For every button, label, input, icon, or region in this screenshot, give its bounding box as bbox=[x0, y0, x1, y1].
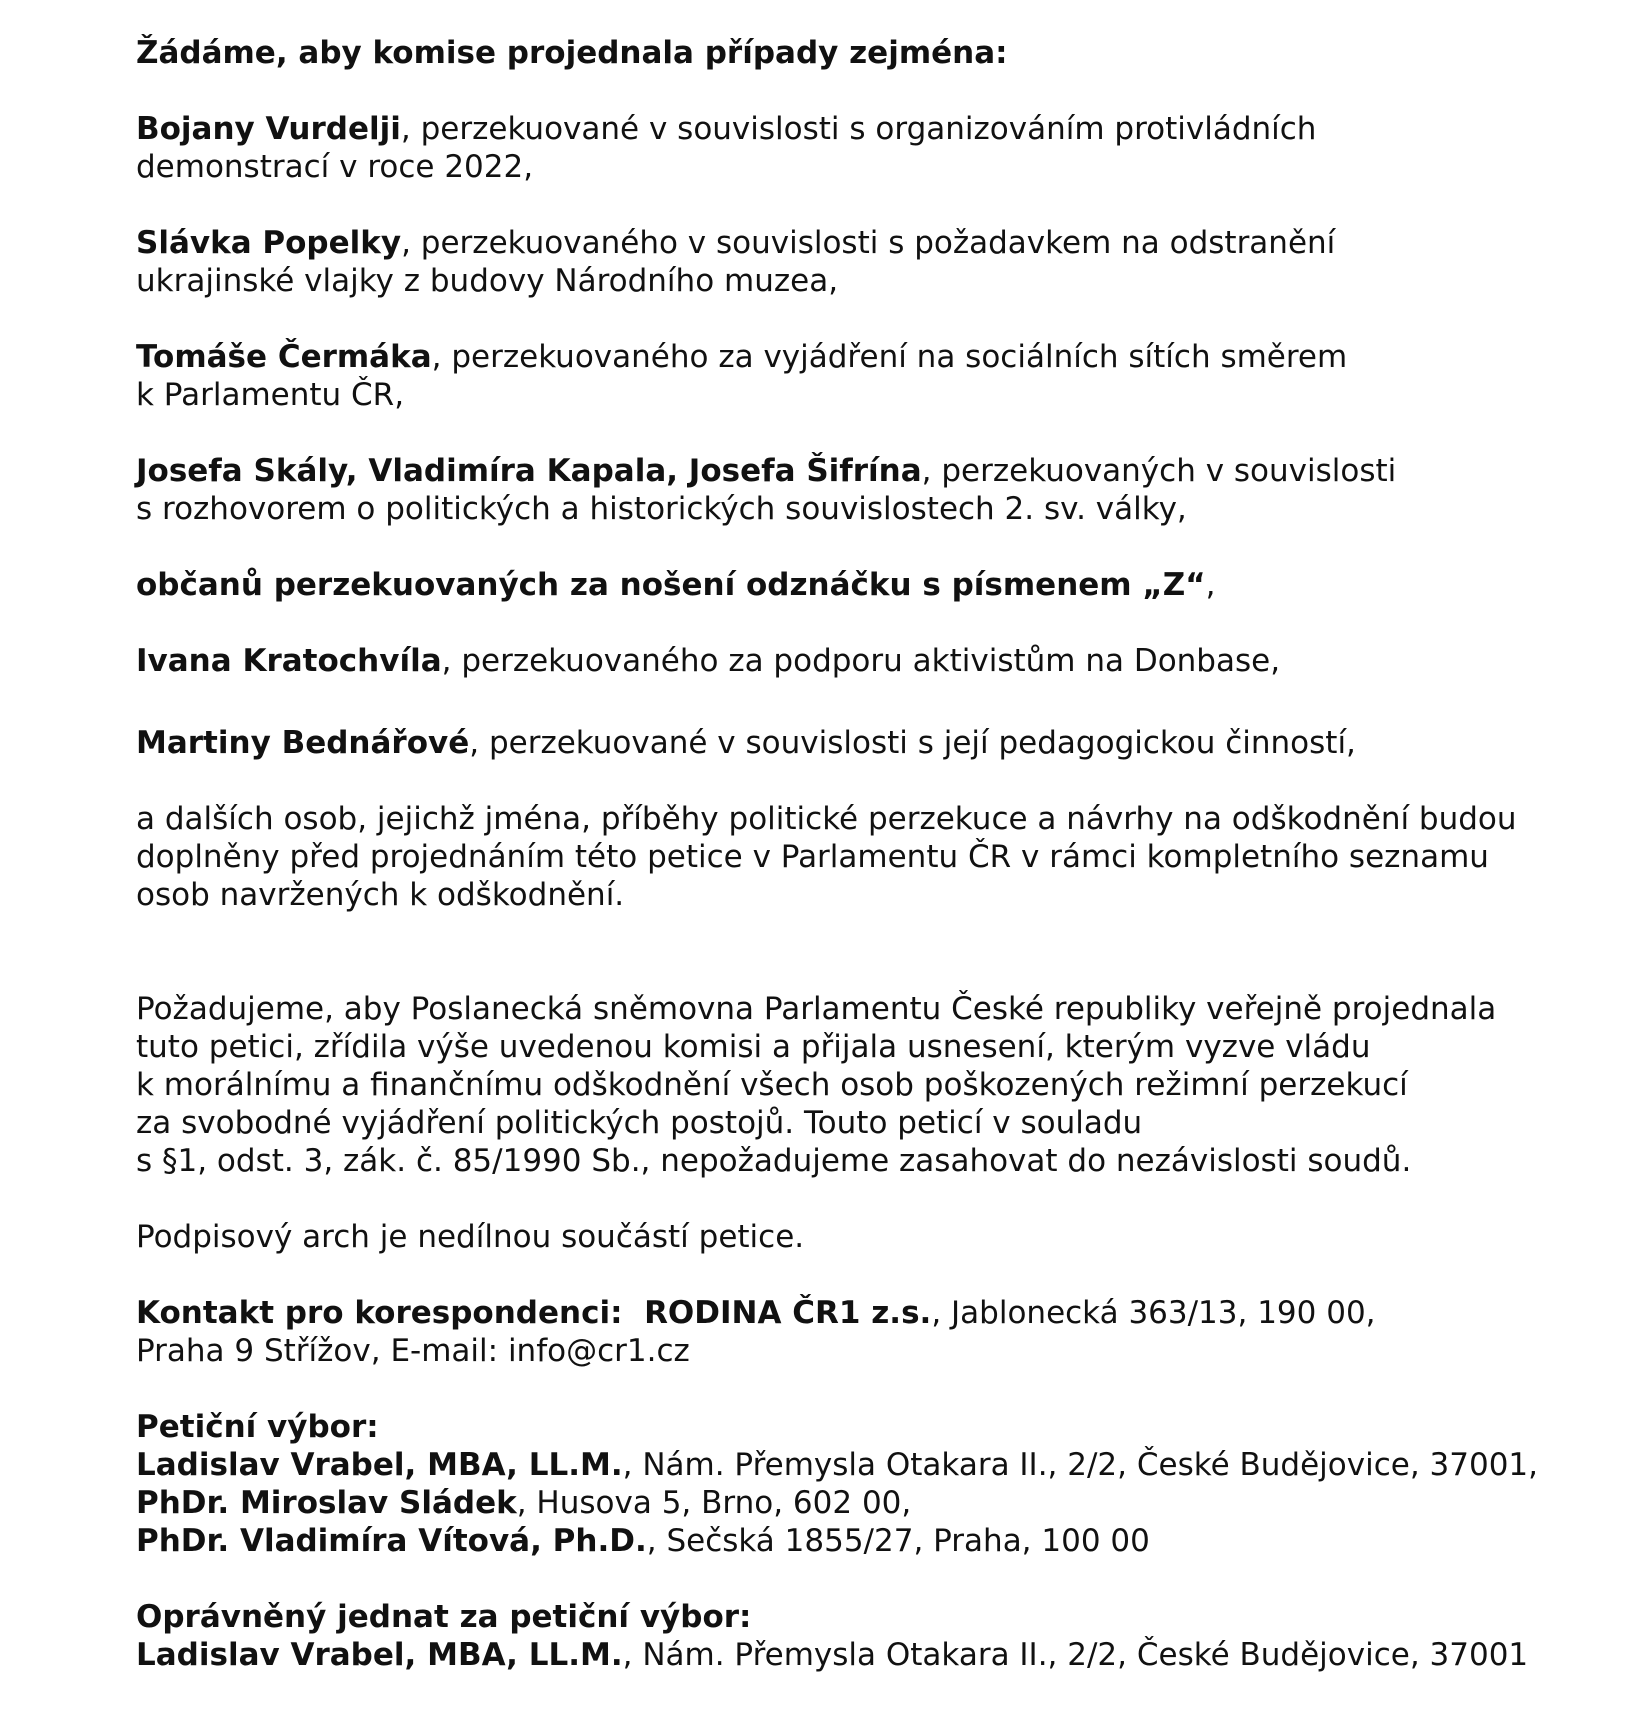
case-description-cont: s rozhovorem o politických a historických souvislostech 2. sv. války, bbox=[136, 491, 1187, 527]
member-address: , Sečská 1855/27, Praha, 100 00 bbox=[646, 1523, 1150, 1559]
case-name: Martiny Bednářové bbox=[136, 725, 470, 761]
paragraph-line: Požadujeme, aby Poslanecká sněmovna Parlamentu České republiky veřejně projednala bbox=[136, 991, 1497, 1027]
contact-address: , Jablonecká 363/13, 190 00, bbox=[931, 1295, 1376, 1331]
contact-org: RODINA ČR1 z.s. bbox=[644, 1295, 932, 1331]
case-item bbox=[136, 566, 1586, 604]
contact-address-cont: Praha 9 Střížov, E-mail: info@cr1.cz bbox=[136, 1333, 690, 1369]
paragraph-line: za svobodné vyjádření politických postojů. Touto peticí v souladu bbox=[136, 1105, 1143, 1141]
committee-member bbox=[136, 1484, 1586, 1522]
committee-member bbox=[136, 1446, 1586, 1484]
contact-section bbox=[136, 1294, 1586, 1370]
case-name: Bojany Vurdelji bbox=[136, 111, 401, 147]
member-name: PhDr. Miroslav Sládek bbox=[136, 1485, 517, 1521]
case-description-cont: k Parlamentu ČR, bbox=[136, 377, 405, 413]
case-item bbox=[136, 224, 1586, 300]
case-description: , bbox=[1205, 567, 1216, 603]
authorized-name: Ladislav Vrabel, MBA, LL.M. bbox=[136, 1637, 623, 1673]
case-item bbox=[136, 452, 1586, 528]
authorized-address: , Nám. Přemysla Otakara II., 2/2, České Budějovice, 37001 bbox=[622, 1637, 1529, 1673]
paragraph-line: osob navržených k odškodnění. bbox=[136, 877, 625, 913]
member-address: , Husova 5, Brno, 602 00, bbox=[516, 1485, 912, 1521]
committee-member bbox=[136, 1522, 1586, 1560]
case-description: , perzekuované v souvislosti s její pedagogickou činností, bbox=[469, 725, 1356, 761]
paragraph-line: doplněny před projednáním této petice v Parlamentu ČR v rámci kompletního seznamu bbox=[136, 839, 1489, 875]
case-name: Josefa Skály, Vladimíra Kapala, Josefa Šifrína bbox=[136, 453, 922, 489]
authorized-section bbox=[136, 1598, 1586, 1674]
case-description: , perzekuovaného v souvislosti s požadavkem na odstranění bbox=[401, 225, 1336, 261]
committee-section bbox=[136, 1408, 1586, 1560]
case-item bbox=[136, 110, 1586, 186]
case-name: Slávka Popelky bbox=[136, 225, 402, 261]
case-description: , perzekuovaného za podporu aktivistům na Donbase, bbox=[441, 643, 1281, 679]
case-description: , perzekuovaných v souvislosti bbox=[921, 453, 1397, 489]
contact-label: Kontakt pro korespondenci: bbox=[136, 1295, 623, 1331]
case-item bbox=[136, 718, 1586, 762]
member-name: Ladislav Vrabel, MBA, LL.M. bbox=[136, 1447, 623, 1483]
case-description-cont: ukrajinské vlajky z budovy Národního muzea, bbox=[136, 263, 839, 299]
case-item bbox=[136, 642, 1586, 680]
authorized-label: Oprávněný jednat za petiční výbor: bbox=[136, 1599, 752, 1635]
others-paragraph bbox=[136, 794, 1586, 914]
case-description: , perzekuovaného za vyjádření na sociálních sítích směrem bbox=[431, 339, 1348, 375]
case-name: Tomáše Čermáka bbox=[136, 339, 432, 375]
paragraph-line: k morálnímu a finančnímu odškodnění všech osob poškozených režimní perzekucí bbox=[136, 1067, 1408, 1103]
petition-page bbox=[136, 34, 1586, 1674]
request-heading bbox=[136, 34, 1586, 72]
member-name: PhDr. Vladimíra Vítová, Ph.D. bbox=[136, 1523, 647, 1559]
committee-label: Petiční výbor: bbox=[136, 1409, 379, 1445]
paragraph-line: a dalších osob, jejichž jména, příběhy politické perzekuce a návrhy na odškodnění budou bbox=[136, 801, 1517, 837]
case-item bbox=[136, 338, 1586, 414]
member-address: , Nám. Přemysla Otakara II., 2/2, České Budějovice, 37001, bbox=[622, 1447, 1539, 1483]
signature-note: Podpisový arch je nedílnou součástí petice. bbox=[136, 1219, 805, 1255]
demand-paragraph bbox=[136, 990, 1586, 1180]
heading-text: Žádáme, aby komise projednala případy zejména: bbox=[136, 35, 1008, 71]
case-name: Ivana Kratochvíla bbox=[136, 643, 442, 679]
case-description: , perzekuované v souvislosti s organizováním protivládních bbox=[400, 111, 1317, 147]
case-name: občanů perzekuovaných za nošení odznáčku s písmenem „Z“ bbox=[136, 567, 1206, 603]
paragraph-line: s §1, odst. 3, zák. č. 85/1990 Sb., nepožadujeme zasahovat do nezávislosti soudů. bbox=[136, 1143, 1412, 1179]
case-description-cont: demonstrací v roce 2022, bbox=[136, 149, 534, 185]
paragraph-line: tuto petici, zřídila výše uvedenou komisi a přijala usnesení, kterým vyzve vládu bbox=[136, 1029, 1371, 1065]
